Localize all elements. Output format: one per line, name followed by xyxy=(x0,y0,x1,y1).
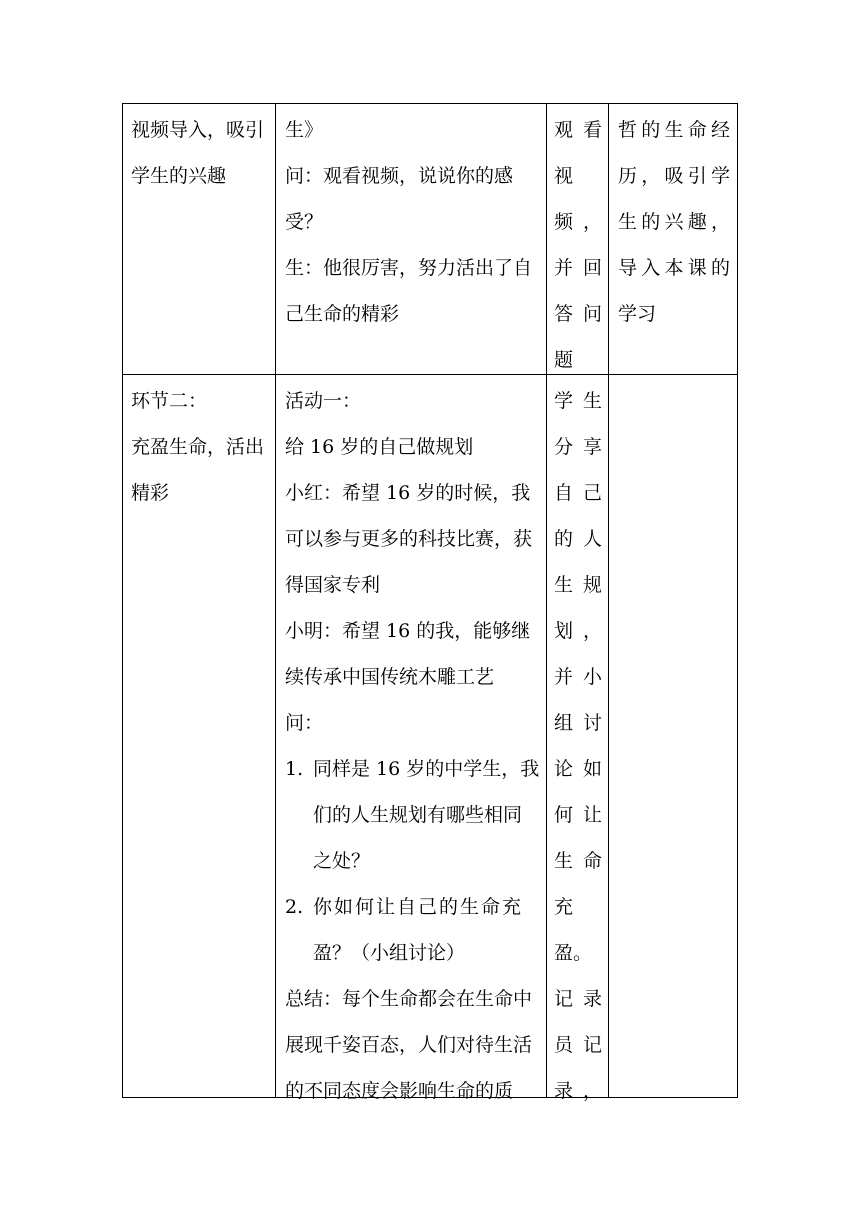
text-line: 小明：希望 16 的我，能够继 xyxy=(285,620,531,642)
text-line: 的人 xyxy=(554,528,602,550)
list-number: 1. xyxy=(285,758,304,780)
text-line: 视 xyxy=(554,165,574,187)
text-line: 己生命的精彩 xyxy=(285,303,400,325)
text-line: 受？ xyxy=(285,211,324,233)
text-line: 得国家专利 xyxy=(285,574,381,596)
text-line: 问：观看视频，说说你的感 xyxy=(285,165,514,187)
text-line: 组讨 xyxy=(554,712,602,734)
row1-student-cell xyxy=(554,107,602,383)
text-line: 生的兴趣， xyxy=(618,211,730,233)
table-border-right xyxy=(737,103,738,1098)
text-line: 的不同态度会影响生命的质 xyxy=(285,1080,514,1102)
text-line: 盈？（小组讨论） xyxy=(313,942,466,964)
table-border-top xyxy=(122,103,738,104)
text-line: 给 16 岁的自己做规划 xyxy=(285,436,474,458)
text-line: 生命 xyxy=(554,850,602,872)
list-text: 你如何让自己的生命充 xyxy=(313,896,524,918)
list-item xyxy=(285,884,541,930)
text-line: 环节二： xyxy=(131,390,208,412)
table-divider-2 xyxy=(546,103,547,1098)
row1-activity-cell xyxy=(285,107,541,337)
list-item xyxy=(285,746,541,792)
text-line: 题 xyxy=(554,349,574,371)
text-line: 并回 xyxy=(554,257,602,279)
text-line: 导入本课的 xyxy=(618,257,730,279)
list-number: 2. xyxy=(285,896,304,918)
text-line: 学生的兴趣 xyxy=(131,165,227,187)
text-line: 续传承中国传统木雕工艺 xyxy=(285,666,495,688)
row2-stage-cell xyxy=(131,378,271,516)
text-line: 员记 xyxy=(554,1034,602,1056)
row-divider xyxy=(122,374,738,375)
text-line: 历，吸引学 xyxy=(618,165,730,187)
text-line: 可以参与更多的科技比赛，获 xyxy=(285,528,533,550)
text-line: 充盈生命，活出 xyxy=(131,436,265,458)
table-border-left xyxy=(122,103,123,1098)
text-line: 观看 xyxy=(554,119,602,141)
text-line: 活动一： xyxy=(285,390,362,412)
row2-activity-cell xyxy=(285,378,541,1114)
text-line: 小红：希望 16 岁的时候，我 xyxy=(285,482,531,504)
text-line: 生规 xyxy=(554,574,602,596)
text-line: 精彩 xyxy=(131,482,170,504)
row1-stage-cell xyxy=(131,107,271,199)
text-line: 论如 xyxy=(554,758,602,780)
row2-student-cell xyxy=(554,378,602,1114)
text-line: 盈。 xyxy=(554,942,593,964)
lesson-plan-table xyxy=(122,103,738,1102)
text-line: 划， xyxy=(554,620,602,642)
text-line: 之处？ xyxy=(313,850,371,872)
text-line: 何让 xyxy=(554,804,602,826)
text-line: 充 xyxy=(554,896,574,918)
text-line: 并小 xyxy=(554,666,602,688)
list-text: 同样是 16 岁的中学生，我 xyxy=(313,758,540,780)
table-divider-1 xyxy=(275,103,276,1098)
text-line: 生：他很厉害，努力活出了自 xyxy=(285,257,533,279)
table-divider-3 xyxy=(608,103,609,1098)
text-line: 展现千姿百态，人们对待生活 xyxy=(285,1034,533,1056)
text-line: 分享 xyxy=(554,436,602,458)
text-line: 学生 xyxy=(554,390,602,412)
text-line: 总结：每个生命都会在生命中 xyxy=(285,988,533,1010)
text-line: 答问 xyxy=(554,303,602,325)
text-line: 视频导入，吸引 xyxy=(131,119,265,141)
text-line: 录， xyxy=(554,1080,602,1102)
text-line: 记录 xyxy=(554,988,602,1010)
text-line: 生》 xyxy=(285,119,324,141)
text-line: 自己 xyxy=(554,482,602,504)
text-line: 问： xyxy=(285,712,324,734)
text-line: 们的人生规划有哪些相同 xyxy=(313,804,523,826)
text-line: 学习 xyxy=(618,303,657,325)
text-line: 哲的生命经 xyxy=(618,119,730,141)
row1-intent-cell xyxy=(618,107,730,337)
text-line: 频， xyxy=(554,211,602,233)
